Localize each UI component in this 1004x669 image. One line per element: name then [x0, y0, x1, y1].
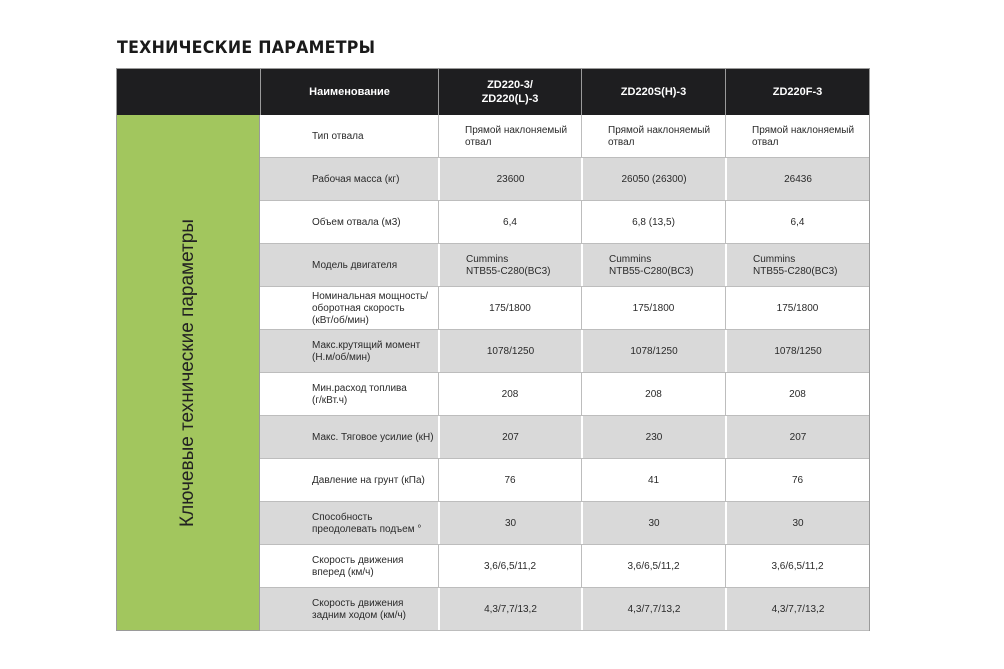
- row-value-cell-1: [438, 158, 581, 201]
- row-value: 1078/1250: [630, 345, 678, 357]
- row-value: Cummins NTB55-C280(BC3): [609, 253, 694, 277]
- row-value: 230: [645, 431, 663, 443]
- row-parameter-label: Скорость движения вперед (км/ч): [312, 554, 404, 578]
- row-parameter-label: Давление на грунт (кПа): [312, 474, 425, 486]
- row-value: 30: [504, 517, 517, 529]
- row-parameter-label: Рабочая масса (кг): [312, 173, 400, 185]
- row-parameter-name: [260, 158, 438, 201]
- row-value: 3,6/6,5/11,2: [627, 560, 680, 572]
- row-parameter-name: [260, 545, 438, 588]
- row-parameter-label: Модель двигателя: [312, 259, 398, 271]
- row-value-cell-3: [725, 115, 869, 158]
- row-value: 1078/1250: [774, 345, 822, 357]
- row-value-cell-1: [438, 115, 581, 158]
- side-category-label: Ключевые технические параметры: [177, 218, 198, 527]
- row-value-cell-1: [438, 502, 581, 545]
- row-parameter-name: [260, 330, 438, 373]
- row-value-cell-3: [725, 201, 869, 244]
- row-value-cell-2: [581, 416, 725, 459]
- row-value: 3,6/6,5/11,2: [771, 560, 824, 572]
- row-value-cell-2: [581, 502, 725, 545]
- row-value-cell-2: [581, 201, 725, 244]
- row-value: 175/1800: [632, 302, 675, 314]
- row-value: 175/1800: [489, 302, 531, 314]
- row-value-cell-3: [725, 459, 869, 502]
- row-parameter-name: [260, 459, 438, 502]
- row-value-cell-3: [725, 545, 869, 588]
- header-model-2: [581, 69, 725, 115]
- row-value: Прямой наклоняемый отвал: [752, 124, 855, 148]
- table-row: [260, 244, 869, 287]
- row-parameter-label: Номинальная мощность/ оборотная скорость (кВт/об/мин): [312, 290, 428, 326]
- row-value-cell-2: [581, 459, 725, 502]
- row-value: 76: [791, 474, 804, 486]
- row-value-cell-2: [581, 588, 725, 631]
- table-row: [260, 588, 869, 631]
- row-value-cell-1: [438, 545, 581, 588]
- row-parameter-name: [260, 373, 438, 416]
- row-parameter-label: Скорость движения задним ходом (км/ч): [312, 597, 406, 621]
- row-value-cell-3: [725, 158, 869, 201]
- row-parameter-label: Тип отвала: [312, 130, 364, 142]
- header-corner-cell: [117, 69, 260, 115]
- row-parameter-label: Макс. Тяговое усилие (кН): [312, 431, 434, 443]
- header-model-1: [438, 69, 581, 115]
- row-value-cell-2: [581, 545, 725, 588]
- row-parameter-label: Мин.расход топлива (г/кВт.ч): [312, 382, 407, 406]
- row-value: 30: [648, 517, 660, 529]
- row-value: Прямой наклоняемый отвал: [465, 124, 568, 148]
- row-value-cell-1: [438, 459, 581, 502]
- row-value: 208: [645, 388, 662, 400]
- row-value-cell-1: [438, 244, 581, 287]
- row-value: Cummins NTB55-C280(BC3): [466, 253, 551, 277]
- row-value: 6,4: [790, 216, 805, 228]
- row-value: 6,8 (13,5): [632, 216, 675, 228]
- table-row: [260, 459, 869, 502]
- row-parameter-name: [260, 502, 438, 545]
- row-value: 207: [502, 431, 519, 443]
- row-value: 207: [789, 431, 807, 443]
- row-value-cell-1: [438, 330, 581, 373]
- row-parameter-label: Макс.крутящий момент (Н.м/об/мин): [312, 339, 421, 363]
- table-row: [260, 416, 869, 459]
- model-3-label: ZD220F-3: [772, 86, 823, 98]
- row-value: 41: [647, 474, 660, 486]
- row-value-cell-1: [438, 201, 581, 244]
- row-value: 76: [504, 474, 516, 486]
- row-value-cell-2: [581, 373, 725, 416]
- table-row: [260, 158, 869, 201]
- row-value: 23600: [496, 173, 525, 185]
- row-value-cell-1: [438, 373, 581, 416]
- table-row: [260, 502, 869, 545]
- row-value-cell-2: [581, 158, 725, 201]
- row-value-cell-3: [725, 588, 869, 631]
- model-2-label: ZD220S(H)-3: [620, 86, 687, 98]
- row-value: 4,3/7,7/13,2: [771, 603, 825, 615]
- row-value: 175/1800: [776, 302, 819, 314]
- row-value: 4,3/7,7/13,2: [627, 603, 681, 615]
- row-value: 4,3/7,7/13,2: [484, 603, 537, 615]
- row-parameter-name: [260, 287, 438, 330]
- row-parameter-name: [260, 588, 438, 631]
- row-parameter-label: Способность преодолевать подъем °: [312, 511, 422, 535]
- header-name-label: Наименование: [309, 86, 390, 98]
- row-value-cell-1: [438, 588, 581, 631]
- row-value-cell-2: [581, 330, 725, 373]
- row-value: Прямой наклоняемый отвал: [608, 124, 711, 148]
- table-row: [260, 201, 869, 244]
- row-value-cell-2: [581, 244, 725, 287]
- table-row: [260, 545, 869, 588]
- row-value: 208: [501, 388, 519, 400]
- header-model-3: [725, 69, 869, 115]
- row-value: 30: [792, 517, 804, 529]
- model-1-label: ZD220-3/ ZD220(L)-3: [481, 79, 539, 105]
- row-value-cell-3: [725, 287, 869, 330]
- row-parameter-name: [260, 115, 438, 158]
- row-value-cell-2: [581, 287, 725, 330]
- row-value-cell-1: [438, 287, 581, 330]
- row-value-cell-3: [725, 244, 869, 287]
- row-value-cell-2: [581, 115, 725, 158]
- row-value-cell-1: [438, 416, 581, 459]
- table-row: [260, 330, 869, 373]
- table-row: [260, 287, 869, 330]
- header-name-cell: [260, 69, 438, 115]
- row-parameter-name: [260, 416, 438, 459]
- row-value: 3,6/6,5/11,2: [483, 560, 537, 572]
- table-row: [260, 115, 869, 158]
- row-value-cell-3: [725, 416, 869, 459]
- row-value: 6,4: [503, 216, 517, 228]
- page-title: ТЕХНИЧЕСКИЕ ПАРАМЕТРЫ: [117, 38, 376, 58]
- row-value-cell-3: [725, 373, 869, 416]
- row-value: Cummins NTB55-C280(BC3): [753, 253, 838, 277]
- spec-table: [116, 68, 870, 631]
- row-value-cell-3: [725, 330, 869, 373]
- row-value: 208: [789, 388, 806, 400]
- row-value-cell-3: [725, 502, 869, 545]
- row-parameter-name: [260, 201, 438, 244]
- side-category-cell: [117, 115, 260, 630]
- row-value: 1078/1250: [486, 345, 535, 357]
- row-parameter-label: Объем отвала (м3): [312, 216, 401, 228]
- row-value: 26050 (26300): [621, 173, 687, 185]
- row-parameter-name: [260, 244, 438, 287]
- table-row: [260, 373, 869, 416]
- table-header-row: [117, 69, 869, 115]
- row-value: 26436: [784, 173, 812, 185]
